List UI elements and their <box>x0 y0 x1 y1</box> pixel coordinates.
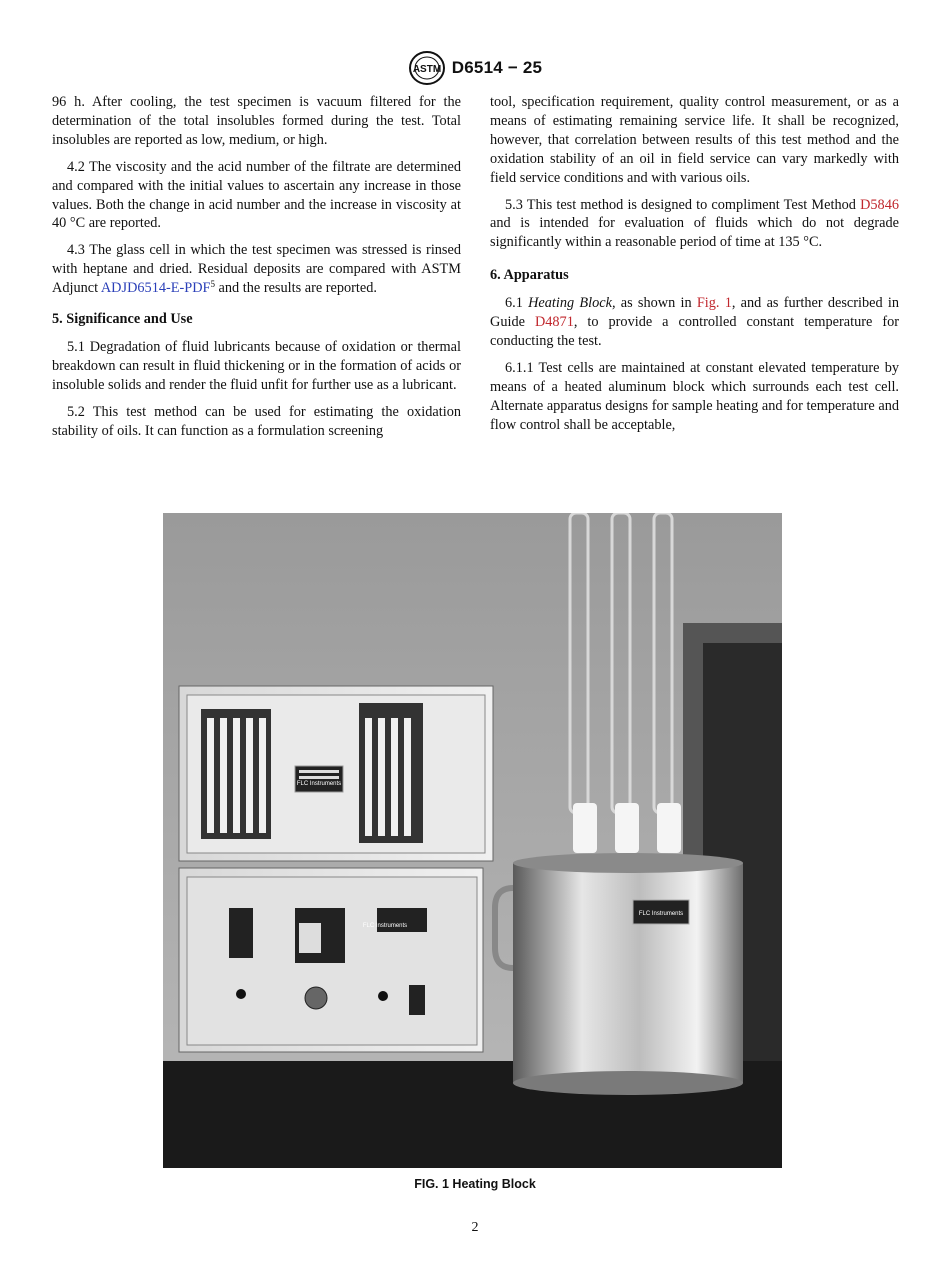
flc-instruments-plate-2: FLC Instruments <box>362 923 408 929</box>
page-number: 2 <box>471 1220 479 1235</box>
paragraph-5-2: 5.2 This test method can be used for estimating the oxidation stability of oils. It can function as a formulation screening <box>52 403 461 439</box>
document-id: D6514 − 25 <box>451 58 543 77</box>
figure-caption: FIG. 1 Heating Block <box>414 1177 536 1191</box>
paragraph-6-1: 6.1 Heating Block, as shown in Fig. 1, and as further described in Guide D4871, to provide a controlled constant temperature for conducting the test. <box>490 295 900 349</box>
paragraph-4-1-continued: 96 h. After cooling, the test specimen is vacuum filtered for the determination of the total insolubles formed during the test. Total insolubles are reported as low, medium, or high. <box>52 94 461 148</box>
d5846-link[interactable]: D5846 <box>860 196 899 213</box>
astm-logo-icon <box>408 50 446 86</box>
flc-instruments-plate-3: FLC Instruments <box>638 911 684 917</box>
heating-block-photo <box>163 513 782 1168</box>
d4871-link[interactable]: D4871 <box>534 314 574 331</box>
footnote-ref: 5 <box>210 279 215 290</box>
adjunct-link[interactable]: ADJD6514-E-PDF <box>100 280 211 297</box>
flc-instruments-plate-1: FLC Instruments <box>296 781 342 787</box>
paragraph-5-1: 5.1 Degradation of fluid lubricants because of oxidation or thermal breakdown can result in fluid thickening or in the formation of acids or insoluble solids and render the fluid unfit for further use as a lubricant. <box>52 338 461 393</box>
paragraph-5-2-continued: tool, specification requirement, quality control measurement, or as a means of estimating remaining service life. It shall be recognized, however, that correlation between results of this test method and the oxidation stability of an oil in field service can vary markedly with field service conditions and with various oils. <box>490 94 899 186</box>
paragraph-4-2: 4.2 The viscosity and the acid number of the filtrate are determined and compared with the initial values to ascertain any increase in those values. Both the change in acid number and the increase in viscosity at 40 °C are reported. <box>52 158 461 232</box>
fig-1-link[interactable]: Fig. 1 <box>696 295 732 312</box>
section-5-heading: 5. Significance and Use <box>52 311 193 328</box>
paragraph-4-3: 4.3 The glass cell in which the test specimen was stressed is rinsed with heptane and dried. Residual deposits are compared with ASTM Adjunct ADJD6514-E-PDF$^5$ and the results are reported. <box>52 242 461 297</box>
paragraph-6-1-1: 6.1.1 Test cells are maintained at constant elevated temperature by means of a heated aluminum block which surrounds each test cell. Alternate apparatus designs for sample heating and for temperature and flow control shall be acceptable, <box>490 359 899 433</box>
page-header <box>0 50 950 86</box>
right-column <box>490 93 899 443</box>
astm-logo-text: ASTM <box>412 64 441 75</box>
paragraph-5-3: 5.3 This test method is designed to compliment Test Method D5846 and is intended for evaluation of fluids which do not degrade significantly within a reasonable period of time at 135 °C. <box>490 196 899 251</box>
left-column <box>52 93 461 449</box>
section-6-heading: 6. Apparatus <box>490 267 569 284</box>
